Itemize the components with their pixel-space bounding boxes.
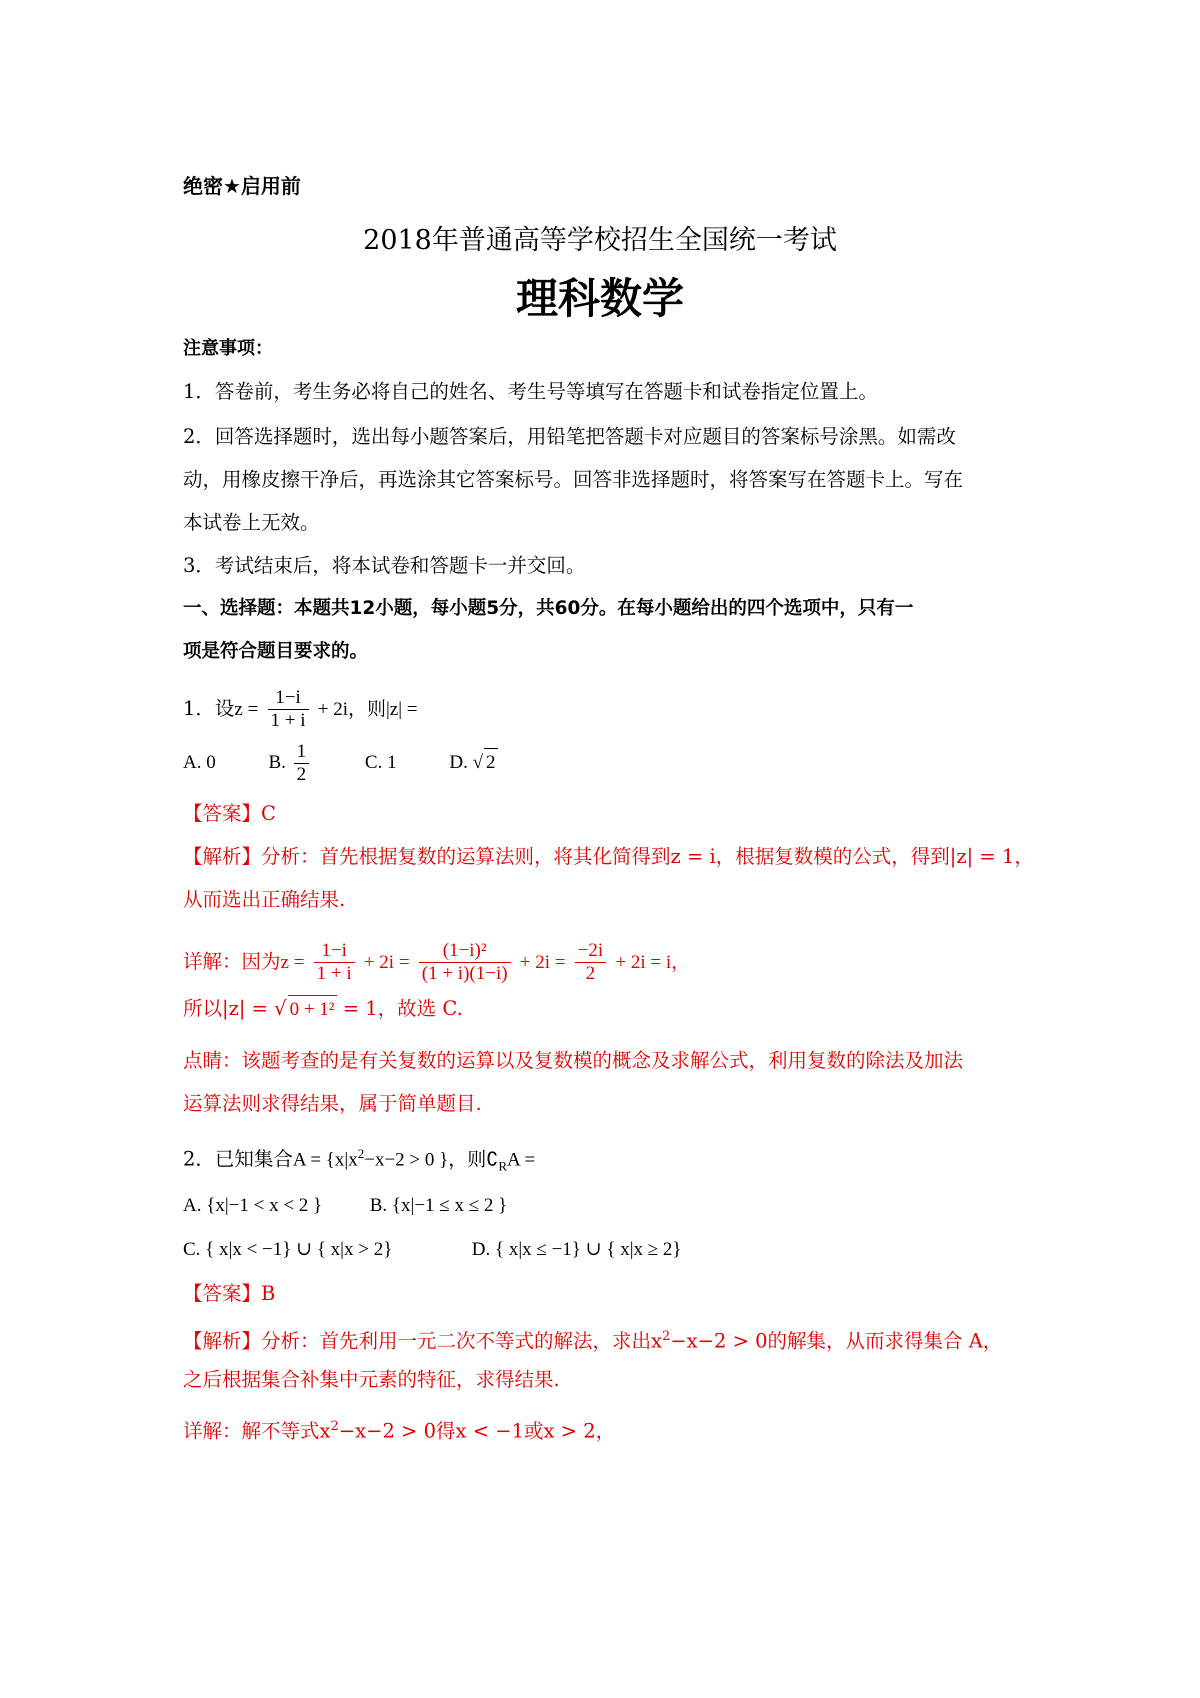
q1-option-b-frac <box>294 741 310 786</box>
q2-set-a-rest: −x−2 > 0 }，则 <box>364 1149 487 1171</box>
q2-set-a: A = {x|x <box>292 1149 358 1171</box>
q2-detail-text-a: 详解：解不等式x <box>183 1419 331 1443</box>
q2-analysis-tag: 【解析】 <box>183 1329 262 1353</box>
q1-detail-frac-3-den: 2 <box>585 963 596 984</box>
note-item-1: 1．答卷前，考生务必将自己的姓名、考生号等填写在答题卡和试卷指定位置上。 <box>183 380 878 403</box>
q1-detail-frac-2-den: (1 + i)(1−i) <box>421 963 508 984</box>
q1-detail <box>183 940 690 985</box>
q2-detail-text-b: −x−2 > 0得x < −1或x > 2， <box>338 1419 616 1443</box>
q1-options <box>183 741 546 786</box>
q1-analysis-text: 分析：首先根据复数的运算法则，将其化简得到z = i，根据复数模的公式，得到|z| = 1， <box>261 845 1034 868</box>
q1-detail-frac-3-num: −2i <box>575 940 607 963</box>
q1-option-d: D. √ 2 <box>449 748 497 777</box>
q1-analysis-line-1 <box>183 843 1034 871</box>
q2-analysis-text-a: 分析：首先利用一元二次不等式的解法，求出x <box>261 1329 663 1353</box>
question-1 <box>183 687 418 732</box>
q1-detail-end: + 2i = i， <box>615 952 691 973</box>
q1-detail-frac-2 <box>419 940 511 985</box>
q2-analysis-line-2: 之后根据集合补集中元素的特征，求得结果. <box>183 1368 560 1391</box>
q1-conclusion-radicand: 0 + 1² <box>288 995 337 1024</box>
note-item-3: 3．考试结束后，将本试卷和答题卡一并交回。 <box>183 554 586 577</box>
q1-comment-line-2: 运算法则求得结果，属于简单题目. <box>183 1092 482 1115</box>
q2-option-a: A. {x|−1 < x < 2 } <box>183 1195 323 1216</box>
q1-detail-frac-2-num: (1−i)² <box>419 940 511 963</box>
q1-frac-den: 1 + i <box>270 710 306 731</box>
q2-options-row-1 <box>183 1192 507 1220</box>
q1-option-d-radicand: 2 <box>484 748 498 777</box>
q2-option-b: B. {x|−1 ≤ x ≤ 2 } <box>369 1195 508 1216</box>
section-heading-line-2: 项是符合题目要求的。 <box>183 641 369 662</box>
q2-complement-sub: R <box>498 1158 508 1174</box>
q1-comment-line-1: 点睛：该题考查的是有关复数的运算以及复数模的概念及求解公式，利用复数的除法及加法 <box>183 1049 964 1072</box>
q1-detail-frac-3 <box>575 940 607 985</box>
q2-detail <box>183 1413 615 1446</box>
q1-conclusion-end: = 1，故选 C. <box>342 997 463 1020</box>
q2-detail-sup: 2 <box>330 1419 339 1434</box>
subject-title: 理科数学 <box>515 274 684 323</box>
q1-option-b-num: 1 <box>294 741 310 764</box>
q1-detail-label: 详解：因为 <box>183 950 281 973</box>
q1-detail-frac-1-den: 1 + i <box>316 963 352 984</box>
q2-option-c: C. { x|x < −1} ∪ { x|x > 2} <box>183 1239 393 1260</box>
question-2 <box>183 1140 535 1180</box>
q1-analysis-tag: 【解析】 <box>183 845 262 868</box>
note-item-2-line-3: 本试卷上无效。 <box>183 511 320 534</box>
q1-conclusion: 所以|z| = √ 0 + 1² = 1，故选 C. <box>183 995 463 1024</box>
q1-option-d-label: D. <box>449 751 468 773</box>
q2-complement-rest: A = <box>507 1149 536 1171</box>
section-heading-line-1: 一、选择题：本题共12小题，每小题5分，共60分。在每小题给出的四个选项中，只有一 <box>183 598 914 619</box>
q1-detail-mid-1: + 2i = <box>363 952 410 973</box>
q1-detail-frac-1 <box>314 940 355 985</box>
exam-title: 2018年普通高等学校招生全国统一考试 <box>363 225 837 256</box>
q2-option-d: D. { x|x ≤ −1} ∪ { x|x ≥ 2} <box>471 1239 682 1260</box>
q1-detail-mid-2: + 2i = <box>519 952 566 973</box>
secret-label: 绝密★启用前 <box>183 174 301 198</box>
q1-z-eq: z = <box>234 699 259 720</box>
q1-option-b-label: B. <box>268 751 286 773</box>
q2-answer: 【答案】B <box>183 1282 276 1305</box>
q1-after-frac: + 2i，则|z| = <box>317 699 418 720</box>
q2-analysis-text-b: −x−2 > 0的解集，从而求得集合 A， <box>670 1329 1003 1353</box>
q1-fraction <box>268 687 309 732</box>
q1-detail-frac-1-num: 1−i <box>314 940 355 963</box>
notes-heading: 注意事项： <box>183 338 273 359</box>
q1-frac-num: 1−i <box>268 687 309 710</box>
q1-answer: 【答案】C <box>183 802 276 825</box>
q2-analysis-line-1 <box>183 1323 1002 1356</box>
q1-option-b <box>268 741 312 786</box>
q2-set-a-sup: 2 <box>357 1146 365 1161</box>
q1-conclusion-prefix: 所以|z| = <box>183 997 268 1020</box>
q1-option-c: C. 1 <box>364 751 397 773</box>
note-item-2-line-1: 2．回答选择题时，选出每小题答案后，用铅笔把答题卡对应题目的答案标号涂黑。如需改 <box>183 425 956 448</box>
q2-complement-symbol: ∁ <box>486 1149 499 1171</box>
q1-prefix: 1．设 <box>183 697 235 720</box>
q2-prefix: 2．已知集合 <box>183 1147 293 1171</box>
q2-analysis-sup: 2 <box>662 1329 671 1344</box>
q1-detail-z: z = <box>280 952 305 973</box>
note-item-2-line-2: 动，用橡皮擦干净后，再选涂其它答案标号。回答非选择题时，将答案写在答题卡上。写在 <box>183 468 964 491</box>
q1-option-a: A. 0 <box>183 751 216 773</box>
q1-option-b-den: 2 <box>296 764 307 785</box>
q2-options-row-2 <box>183 1236 682 1264</box>
q1-analysis-line-2: 从而选出正确结果. <box>183 888 346 911</box>
